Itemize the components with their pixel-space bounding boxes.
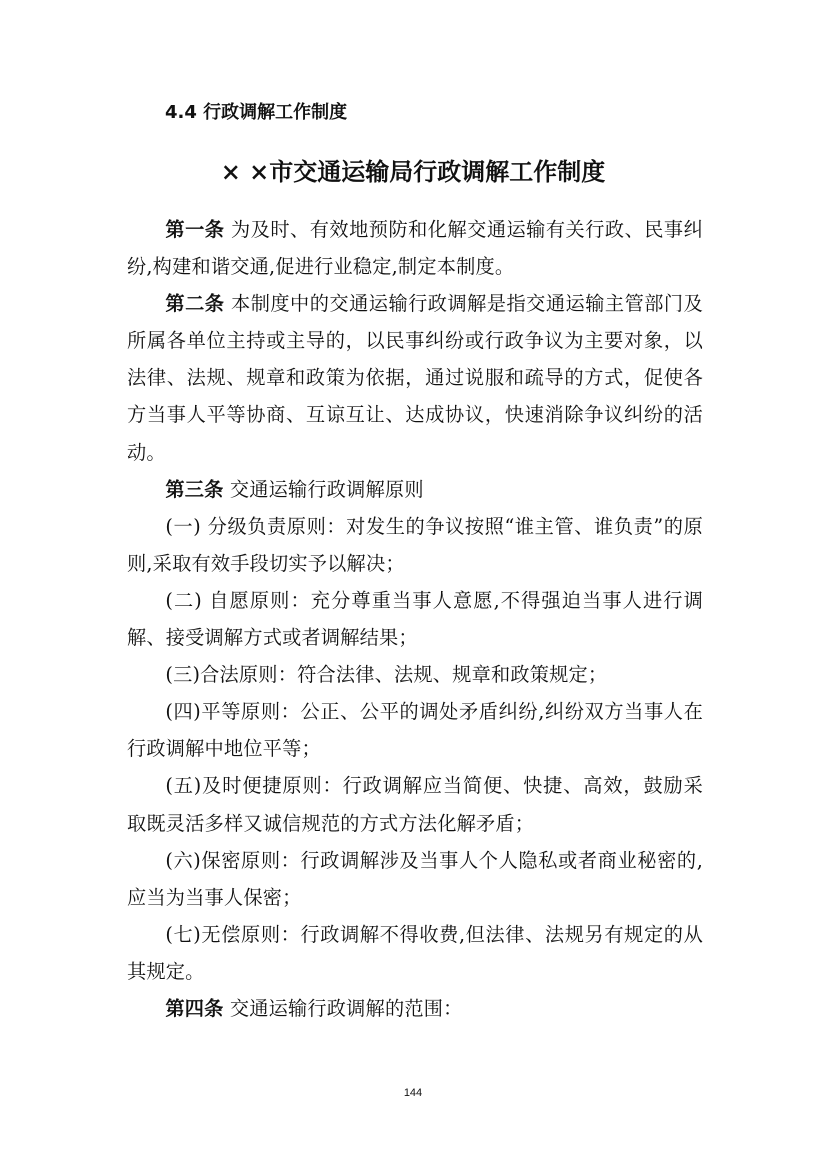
article-label: 第二条: [165, 292, 225, 316]
principle-text: (六)保密原则：行政调解涉及当事人个人隐私或者商业秘密的,应当为当事人保密；: [127, 848, 703, 909]
principle-text: (四)平等原则：公正、公平的调处矛盾纠纷,纠纷双方当事人在行政调解中地位平等；: [127, 700, 703, 761]
principle-5: [127, 767, 703, 841]
article-4: [127, 990, 703, 1027]
page-number: 144: [403, 1087, 423, 1099]
principle-text: (二) 自愿原则：充分尊重当事人意愿,不得强迫当事人进行调解、接受调解方式或者调解结果；: [127, 588, 703, 650]
principle-4: [127, 693, 703, 767]
article-1: [127, 211, 703, 285]
article-text: 为及时、有效地预防和化解交通运输有关行政、民事纠纷,构建和谐交通,促进行业稳定,制定本制度。: [127, 218, 703, 279]
principle-text: (一) 分级负责原则：对发生的争议按照“谁主管、谁负责”的原则,采取有效手段切实予以解决；: [127, 514, 703, 575]
principle-6: [127, 842, 703, 916]
article-label: 第四条: [165, 996, 224, 1020]
document-body: [127, 211, 703, 1027]
principle-text: (三)合法原则：符合法律、法规、规章和政策规定；: [165, 663, 608, 687]
principle-7: [127, 916, 703, 990]
article-text: 交通运输行政调解原则: [223, 477, 424, 501]
article-text: 本制度中的交通运输行政调解是指交通运输主管部门及所属各单位主持或主导的，以民事纠纷或行政争议为主要对象，以法律、法规、规章和政策为依据，通过说服和疏导的方式，促使各方当事人平等协商、互谅互让、达成协议，快速消除争议纠纷的活动。: [127, 292, 703, 464]
article-label: 第一条: [165, 218, 225, 241]
article-3: [127, 471, 703, 508]
section-heading: 4.4 行政调解工作制度: [165, 102, 348, 123]
principle-text: (七)无偿原则：行政调解不得收费,但法律、法规另有规定的从其规定。: [127, 922, 703, 983]
principle-3: [127, 656, 703, 693]
article-label: 第三条: [165, 477, 224, 501]
principle-text: (五)及时便捷原则：行政调解应当简便、快捷、高效，鼓励采取既灵活多样又诚信规范的方式方法化解矛盾；: [127, 774, 703, 835]
article-2: [127, 285, 703, 470]
principle-1: [127, 508, 703, 582]
article-text: 交通运输行政调解的范围：: [223, 996, 463, 1020]
principle-2: [127, 582, 703, 656]
document-title: × ×市交通运输局行政调解工作制度: [220, 157, 606, 186]
